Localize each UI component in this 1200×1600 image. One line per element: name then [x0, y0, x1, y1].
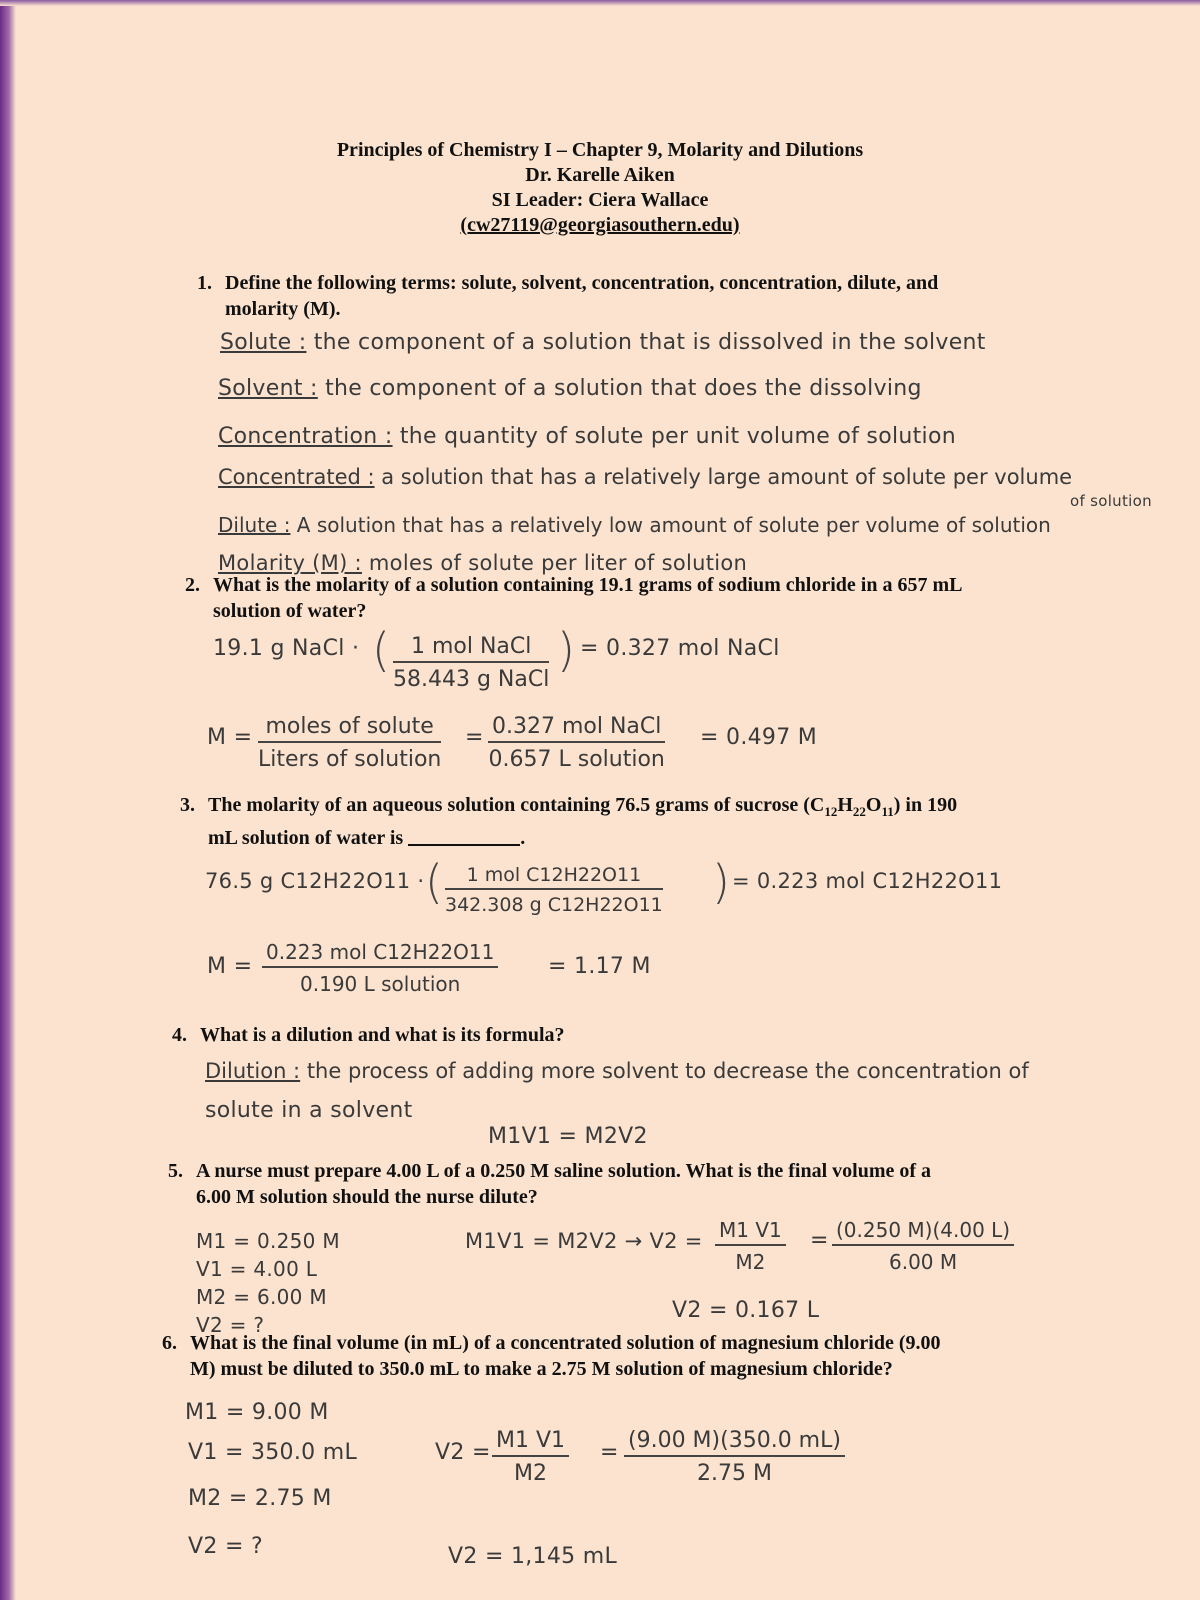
fraction-denominator: 2.75 M	[696, 1461, 772, 1486]
term-definition: the quantity of solute per unit volume of solution	[392, 424, 956, 449]
question-number: 1.	[197, 272, 212, 294]
term-definition: A solution that has a relatively low amount of solute per volume of solution	[290, 513, 1051, 537]
fraction-numerator: 0.327 mol NaCl	[488, 714, 665, 743]
open-paren: (	[425, 855, 443, 909]
question-number: 6.	[162, 1332, 177, 1354]
equals-sign: =	[465, 725, 484, 750]
question-1	[197, 270, 1145, 322]
answer-dilution-continued: solute in a solvent	[205, 1098, 413, 1123]
question-text: What is the final volume (in mL) of a concentrated solution of magnesium chloride (9.00	[190, 1332, 941, 1354]
question-text: What is a dilution and what is its formula?	[200, 1024, 565, 1046]
question-5	[168, 1158, 1156, 1210]
subscript: 22	[852, 804, 866, 819]
question-text: M) must be diluted to 350.0 mL to make a 2.75 M solution of magnesium chloride?	[190, 1358, 893, 1380]
fraction-numerator: 1 mol NaCl	[393, 634, 549, 663]
equals-sign: =	[600, 1440, 619, 1465]
fraction-numerator: moles of solute	[258, 714, 441, 743]
given-m2: M2 = 2.75 M	[188, 1486, 332, 1511]
question-3	[180, 792, 1158, 851]
element-symbol: H	[837, 794, 853, 816]
dilution-substitution	[832, 1218, 1014, 1274]
question-text: A nurse must prepare 4.00 L of a 0.250 M saline solution. What is the final volume of a	[196, 1160, 932, 1182]
answer-dilute	[218, 512, 1051, 538]
question-number: 2.	[185, 574, 200, 596]
term-label: Solvent :	[218, 376, 318, 401]
dilution-rearranged: V2 =	[435, 1440, 491, 1465]
answer-dilution	[205, 1058, 1029, 1084]
term-definition: the process of adding more solvent to decrease the concentration of	[300, 1059, 1029, 1083]
dilution-rearranged: M1V1 = M2V2 → V2 =	[465, 1229, 703, 1253]
work-result: = 0.327 mol NaCl	[580, 636, 780, 661]
dilution-substitution	[624, 1428, 845, 1486]
question-text: 6.00 M solution should the nurse dilute?	[196, 1186, 538, 1208]
fraction-denominator: 342.308 g C12H22O11	[445, 894, 663, 916]
document-title: Principles of Chemistry I – Chapter 9, Molarity and Dilutions	[336, 139, 864, 161]
question-number: 5.	[168, 1160, 183, 1182]
given-v2: V2 = ?	[196, 1313, 265, 1337]
question-text-part: The molarity of an aqueous solution containing 76.5 grams of sucrose (C	[208, 794, 825, 816]
close-paren: )	[557, 623, 575, 677]
term-label: Dilution :	[205, 1059, 301, 1083]
question-2	[185, 572, 1153, 624]
given-v1: V1 = 350.0 mL	[188, 1440, 358, 1465]
question-4	[172, 1022, 1150, 1048]
answer-solvent	[218, 376, 922, 402]
si-leader: SI Leader: Ciera Wallace	[491, 189, 709, 211]
dilution-fraction	[492, 1428, 569, 1486]
work-result: V2 = 1,145 mL	[448, 1544, 618, 1569]
subscript: 12	[824, 804, 838, 819]
question-text-part: .	[520, 827, 526, 849]
molarity-label: M =	[207, 954, 253, 979]
work-result: V2 = 0.167 L	[672, 1298, 820, 1323]
fraction-numerator: 1 mol C12H22O11	[445, 864, 663, 890]
work-result: = 0.497 M	[700, 725, 818, 750]
contact-email: (cw27119@georgiasouthern.edu)	[460, 214, 740, 236]
question-text: molarity (M).	[225, 298, 341, 320]
term-label: Concentration :	[218, 424, 393, 449]
answer-concentrated	[218, 464, 1072, 490]
question-text	[208, 825, 1158, 851]
dilution-fraction	[715, 1218, 786, 1274]
instructor-name: Dr. Karelle Aiken	[525, 164, 675, 186]
term-definition: the component of a solution that does the dissolving	[317, 376, 922, 401]
work-grams-to-moles: 76.5 g C12H22O11 ·	[205, 869, 425, 893]
answer-concentration	[218, 424, 956, 450]
fraction-denominator: M2	[735, 1250, 766, 1274]
conversion-factor	[393, 634, 549, 692]
fraction-numerator: 0.223 mol C12H22O11	[262, 940, 498, 968]
photo-edge-top	[0, 0, 1200, 6]
given-v2: V2 = ?	[188, 1534, 263, 1559]
question-text: solution of water?	[213, 600, 367, 622]
photo-edge-left	[0, 0, 16, 1600]
question-number: 4.	[172, 1024, 187, 1046]
fraction-denominator: 0.190 L solution	[300, 972, 461, 996]
element-symbol: O	[865, 794, 882, 816]
given-m1: M1 = 0.250 M	[196, 1229, 340, 1253]
answer-solute	[220, 330, 986, 356]
conversion-factor	[445, 864, 663, 916]
term-definition: a solution that has a relatively large amount of solute per volume	[374, 465, 1073, 489]
term-definition: the component of a solution that is dissolved in the solvent	[306, 330, 986, 355]
dilution-formula: M1V1 = M2V2	[488, 1124, 648, 1149]
fraction-denominator: M2	[514, 1461, 547, 1486]
molarity-substitution	[262, 940, 498, 996]
fraction-denominator: 6.00 M	[888, 1250, 958, 1274]
question-6	[162, 1330, 1170, 1382]
molarity-definition	[258, 714, 441, 772]
document-header	[0, 138, 1200, 238]
work-grams-to-moles: 19.1 g NaCl ·	[213, 636, 360, 661]
fraction-denominator: 58.443 g NaCl	[393, 667, 550, 692]
term-definition: moles of solute per liter of solution	[361, 551, 748, 575]
close-paren: )	[712, 855, 730, 909]
term-label: Concentrated :	[218, 465, 375, 489]
term-label: Dilute :	[218, 513, 291, 537]
open-paren: (	[372, 623, 390, 677]
work-result: = 1.17 M	[548, 954, 651, 979]
question-text	[208, 792, 1158, 825]
molarity-label: M =	[207, 725, 253, 750]
fraction-denominator: 0.657 L solution	[488, 747, 665, 772]
term-label: Molarity (M) :	[218, 551, 362, 575]
given-m2: M2 = 6.00 M	[196, 1285, 327, 1309]
molarity-substitution	[488, 714, 665, 772]
question-text: What is the molarity of a solution containing 19.1 grams of sodium chloride in a 657 mL	[213, 574, 963, 596]
question-number: 3.	[180, 794, 195, 816]
fraction-numerator: M1 V1	[492, 1428, 569, 1457]
fraction-numerator: (0.250 M)(4.00 L)	[832, 1218, 1014, 1246]
term-label: Solute :	[220, 330, 307, 355]
fraction-denominator: Liters of solution	[258, 747, 442, 772]
equals-sign: =	[810, 1228, 829, 1253]
fraction-numerator: (9.00 M)(350.0 mL)	[624, 1428, 845, 1457]
answer-concentrated-continued: of solution	[1070, 492, 1152, 510]
question-text: Define the following terms: solute, solvent, concentration, concentration, dilute, and	[225, 272, 939, 294]
given-m1: M1 = 9.00 M	[185, 1400, 329, 1425]
given-v1: V1 = 4.00 L	[196, 1257, 318, 1281]
question-text-part: mL solution of water is	[208, 827, 404, 849]
question-text-part: ) in 190	[893, 794, 958, 816]
answer-blank	[408, 826, 520, 846]
subscript: 11	[881, 804, 894, 819]
work-result: = 0.223 mol C12H22O11	[732, 869, 1003, 893]
fraction-numerator: M1 V1	[715, 1218, 786, 1246]
